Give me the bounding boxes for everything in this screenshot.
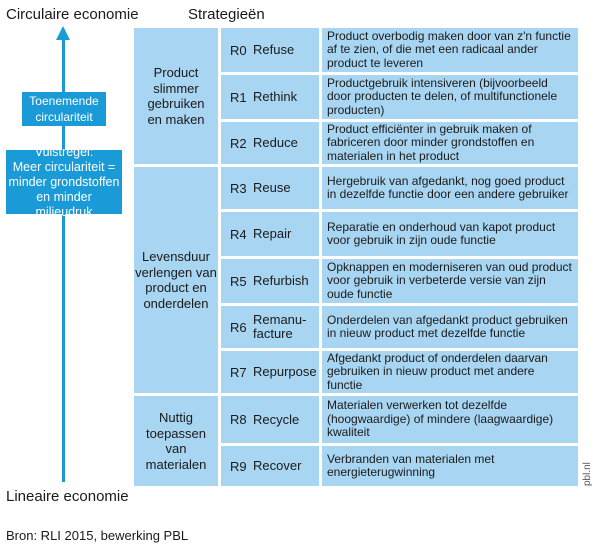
strategy-code: R7 [230,364,247,380]
pbl-watermark: pbl.nl [582,462,593,486]
strategy-code: R5 [230,273,247,289]
group-extend-lifespan: Levensduur verlengen van product en onderdelen [134,167,218,393]
strategy-code: R2 [230,135,247,151]
strategy-r5-description: Opknappen en moderniseren van oud product voor gebruik in verbeterde versie van zijn oude functie [322,259,578,303]
strategy-r5 [221,259,319,303]
strategy-name: Repurpose [253,364,317,379]
strategy-r2-description: Product efficiënter in gebruik maken of fabriceren door minder grondstoffen en materialen in het product [322,122,578,164]
strategy-name: Reduce [253,135,298,150]
strategy-r2 [221,122,319,164]
strategy-code: R6 [230,319,247,335]
rule-of-thumb-box: Vuistregel: Meer circulariteit = minder grondstoffen en minder milieudruk [6,150,122,214]
strategy-name: Refurbish [253,273,309,288]
strategy-r3 [221,167,319,209]
strategy-r8 [221,396,319,443]
strategy-name: Refuse [253,42,295,57]
strategy-name: Repair [253,226,292,241]
source-note: Bron: RLI 2015, bewerking PBL [6,528,189,543]
strategy-r6-description: Onderdelen van afgedankt product gebruiken in nieuw product met dezelfde functie [322,306,578,348]
strategies-header: Strategieën [188,6,265,23]
strategy-r8-description: Materialen verwerken tot dezelfde (hoogwaardige) of mindere (laagwaardige) kwaliteit [322,396,578,443]
increasing-circularity-box: Toenemende circulariteit [22,92,106,126]
strategy-r0 [221,28,319,72]
strategy-name: Recover [253,458,302,473]
strategy-r6 [221,306,319,348]
strategy-name: Remanu- facture [253,312,307,341]
strategy-r4 [221,212,319,256]
strategy-code: R1 [230,89,247,105]
strategy-r1 [221,75,319,119]
strategy-r7 [221,351,319,393]
strategy-code: R0 [230,42,247,58]
strategy-r1-description: Productgebruik intensiveren (bijvoorbeeld door producten te delen, of multifunctionele producten) [322,75,578,119]
strategy-code: R4 [230,226,247,242]
strategy-r0-description: Product overbodig maken door van z'n functie af te zien, of die met een radicaal ander product te leveren [322,28,578,72]
strategy-code: R3 [230,180,247,196]
strategy-r7-description: Afgedankt product of onderdelen daarvan gebruiken in nieuw product met andere functie [322,351,578,393]
axis-top-label: Circulaire economie [6,6,139,23]
strategy-code: R9 [230,458,247,474]
group-useful-application: Nuttig toepassen van materialen [134,396,218,486]
strategy-name: Recycle [253,411,300,427]
strategy-r3-description: Hergebruik van afgedankt, nog goed product in dezelfde functie door een andere gebruiker [322,167,578,209]
strategy-r4-description: Reparatie en onderhoud van kapot product voor gebruik in zijn oude functie [322,212,578,256]
strategy-name: Reuse [253,180,291,195]
strategy-code: R8 [230,412,247,427]
group-smarter-use: Product slimmer gebruiken en maken [134,28,218,164]
axis-bottom-label: Lineaire economie [6,488,129,505]
arrow-up-icon [56,26,70,40]
strategy-name: Rethink [253,89,298,104]
strategy-r9 [221,446,319,486]
strategy-r9-description: Verbranden van materialen met energieterugwinning [322,446,578,486]
